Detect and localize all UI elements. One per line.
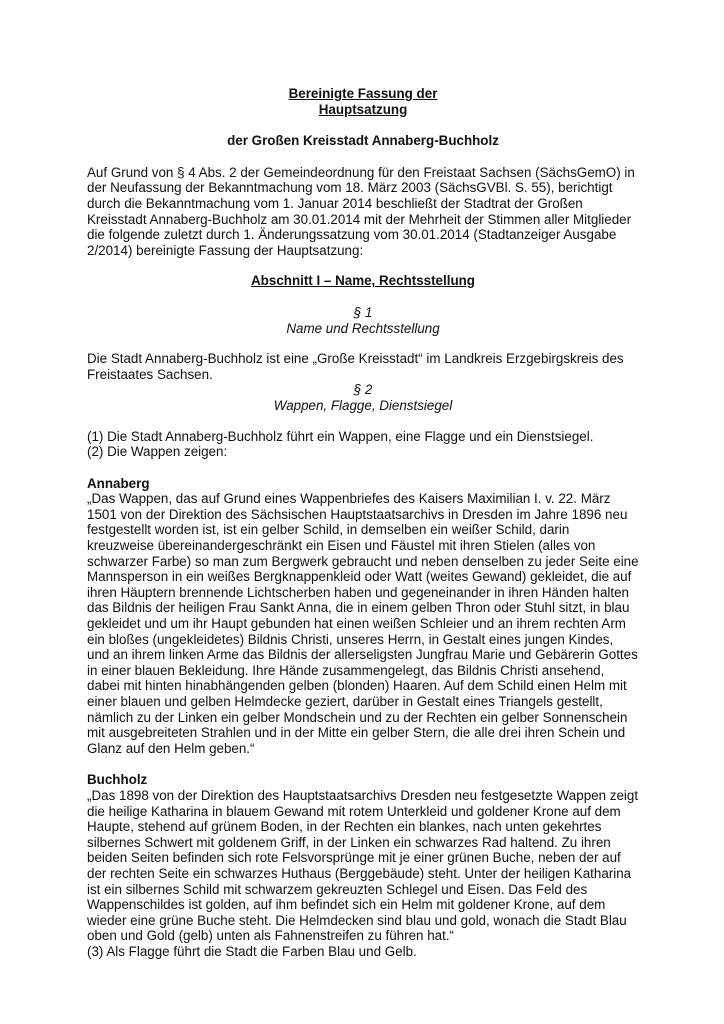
annaberg-coat-of-arms-text: „Das Wappen, das auf Grund eines Wappenbriefes des Kaisers Maximilian I. v. 22. März 1501 von der Direktion des Sächsischen Hauptstaatsarchivs in Dresden im Jahre 1896 neu festgestellt worden ist, ist ein gelber Schild, in demselben ein weißer Schild, darin kreuzweise übereinandergeschränkt ein Eisen und Fäustel mit ihren Stielen (alles von schwarzer Farbe) so man zum Bergwerk gebraucht und neben denselben zu jeder Seite eine Mannsperson in ein weißes Bergknappenkleid oder Watt (weites Gewand) gekleidet, die auf ihren Häuptern brennende Lichtscherben haben und gegeneinander in ihren Händen halten das Bildnis der heiligen Frau Sankt Anna, die in einem gelben Thron oder Stuhl sitzt, in blau gekleidet und um ihr Haupt gebunden hat einen weißen Schleier und an ihrem rechten Arm ein bloßes (ungekleidetes) Bildnis Christi, unseres Herrn, in Gestalt eines jungen Kindes, und an ihrem linken Arme das Bildnis der allerseligsten Jungfrau Marie und Gebärerin Gottes in einer blauen Bekleidung. Ihre Hände zusammengelegt, das Bildnis Christi ansehend, dabei mit hinten hinabhängenden gelben (blonden) Haaren. Auf dem Schild einen Helm mit einer blauen und gelben Helmdecke geziert, darüber in Gestalt eines Triangels gestellt, nämlich zu der Linken ein gelber Mondschein und zu der Rechten ein gelber Sonnenschein mit ausgebreiteten Strahlen und in der Mitte ein gelber Stern, die alle drei ihren Schein und Glanz auf den Helm geben.“ (87, 491, 639, 756)
paragraph-title-1: Name und Rechtsstellung (286, 320, 440, 336)
document-title-line1: Bereinigte Fassung der (288, 86, 438, 101)
section-heading-1: Abschnitt I – Name, Rechtsstellung (251, 273, 475, 289)
paragraph-number-2: § 2 (353, 382, 373, 398)
paragraph-2-item-2: (2) Die Wappen zeigen: (87, 444, 228, 460)
buchholz-coat-of-arms-text: „Das 1898 von der Direktion des Hauptstaatsarchivs Dresden neu festgesetzte Wappen zeigt die heilige Katharina in blauem Gewand mit rotem Unterkleid und goldener Krone auf dem Haupte, stehend auf grünem Boden, in der Rechten ein blankes, nach unten gekehrtes silbernes Schwert mit goldenem Griff, in der Linken ein schwarzes Rad haltend. Zu ihren beiden Seiten befinden sich rote Felsvorsprünge mit je einer grünen Buche, neben der auf der rechten Seite ein schwarzes Huthaus (Berggebäude) steht. Unter der heiligen Katharina ist ein silbernes Schild mit schwarzem gekreuzten Schlegel und Eisen. Das Feld des Wappenschildes ist golden, auf ihm befindet sich ein Helm mit goldener Krone, auf dem wieder eine grüne Buche steht. Die Helmdecken sind blau und gold, wonach die Stadt Blau oben und Gold (gelb) unten als Fahnenstreifen zu führen hat.“ (87, 787, 639, 944)
paragraph-1-text: Die Stadt Annaberg-Buchholz ist eine „Große Kreisstadt“ im Landkreis Erzgebirgskreis des Freistaates Sachsen. (87, 351, 624, 382)
document-subtitle: der Großen Kreisstadt Annaberg-Buchholz (227, 133, 499, 149)
annaberg-heading: Annaberg (87, 475, 150, 491)
buchholz-heading: Buchholz (87, 772, 148, 788)
paragraph-title-2: Wappen, Flagge, Dienstsiegel (273, 397, 453, 413)
document-page (87, 86, 639, 960)
paragraph-2-item-3: (3) Als Flagge führt die Stadt die Farben Blau und Gelb. (87, 943, 417, 959)
paragraph-2-item-1: (1) Die Stadt Annaberg-Buchholz führt ein Wappen, eine Flagge und ein Dienstsiegel. (87, 428, 594, 444)
preamble-paragraph: Auf Grund von § 4 Abs. 2 der Gemeindeordnung für den Freistaat Sachsen (SächsGemO) in der Neufassung der Bekanntmachung vom 18. März 2003 (SächsGVBl. S. 55), berichtigt durch die Bekanntmachung vom 1. Januar 2014 beschließt der Stadtrat der Großen Kreisstadt Annaberg-Buchholz am 30.01.2014 mit der Mehrheit der Stimmen aller Mitglieder die folgende zuletzt durch 1. Änderungssatzung vom 30.01.2014 (Stadtanzeiger Ausgabe 2/2014) bereinigte Fassung der Hauptsatzung: (87, 164, 635, 258)
paragraph-number-1: § 1 (353, 304, 373, 320)
document-title-line2: Hauptsatzung (318, 101, 408, 117)
